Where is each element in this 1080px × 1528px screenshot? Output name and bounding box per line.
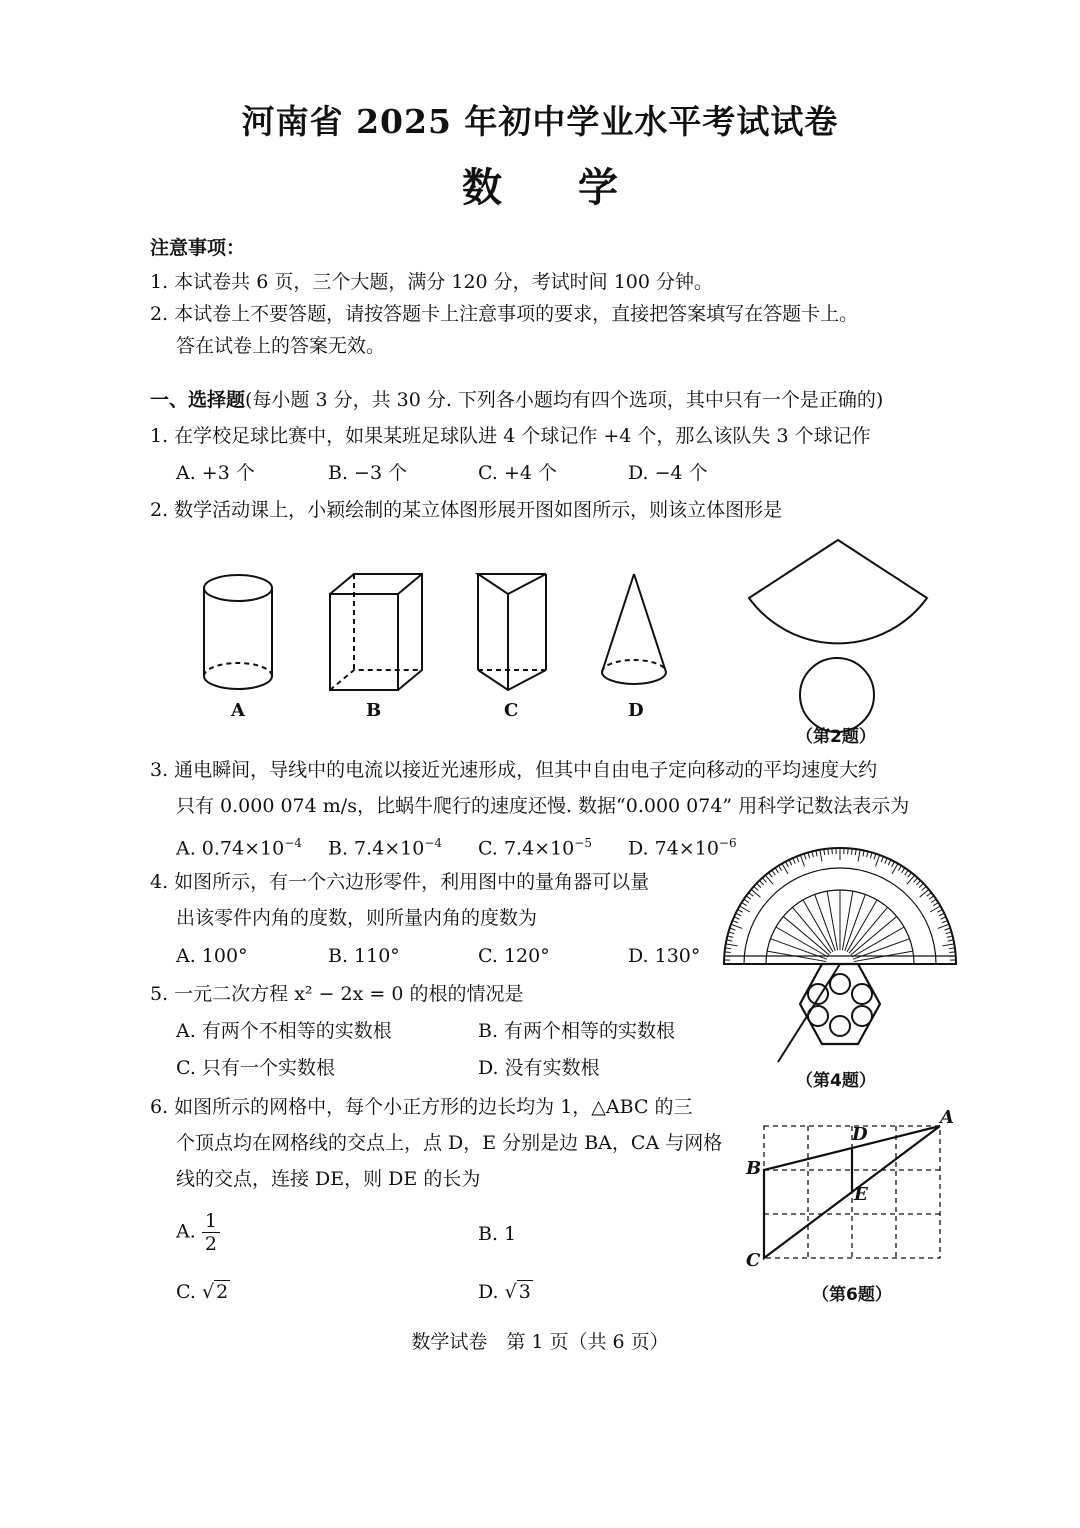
protractor-tick xyxy=(905,870,909,875)
protractor-tick xyxy=(804,854,806,860)
q4-option-a[interactable]: A. 100° xyxy=(176,945,248,967)
protractor-tick xyxy=(727,940,733,941)
protractor-tick xyxy=(800,855,804,866)
protractor-tick xyxy=(732,921,738,923)
protractor-tick xyxy=(929,896,934,900)
protractor-tick xyxy=(946,932,952,934)
q4-option-b[interactable]: B. 110° xyxy=(328,945,400,967)
protractor-tick xyxy=(858,850,860,862)
protractor-tick xyxy=(759,881,763,885)
point-a-label: A xyxy=(940,1107,954,1128)
notice-heading: 注意事项： xyxy=(150,237,246,259)
protractor-tick xyxy=(727,936,733,937)
q3-option-a[interactable] xyxy=(176,831,302,860)
q6-caption: （第6题） xyxy=(812,1285,892,1305)
q4-line-1: 4. 如图所示，有一个六边形零件，利用图中的量角器可以量 xyxy=(150,871,650,893)
protractor-tick xyxy=(908,873,912,878)
q6-option-a-label: A. xyxy=(176,1220,196,1243)
q1-option-d[interactable]: D. −4 个 xyxy=(628,462,708,484)
protractor-tick xyxy=(938,924,949,928)
q4-protractor-figure xyxy=(718,836,958,1066)
protractor-tick xyxy=(947,936,953,937)
q2-label-a: A xyxy=(231,700,245,721)
point-d-label: D xyxy=(852,1124,868,1145)
point-e-label: E xyxy=(854,1184,868,1205)
protractor-tick xyxy=(730,928,736,930)
q3-option-c-base: C. 7.4×10 xyxy=(478,837,575,860)
protractor-tick xyxy=(725,952,731,953)
protractor-tick xyxy=(775,868,778,873)
protractor-tick xyxy=(874,854,876,860)
protractor-tick xyxy=(881,856,883,862)
sqrt-radicand: 3 xyxy=(518,1281,531,1303)
q6-option-c-label: C. xyxy=(176,1281,196,1303)
q4-option-c[interactable]: C. 120° xyxy=(478,945,550,967)
page-footer: 数学试卷 第 1 页（共 6 页） xyxy=(411,1331,669,1353)
protractor-tick xyxy=(942,921,948,923)
cone-figure xyxy=(602,574,666,684)
q6-line-2: 个顶点均在网格线的交点上，点 D，E 分别是边 BA，CA 与网格 xyxy=(176,1132,723,1154)
protractor-tick xyxy=(728,932,734,934)
protractor-tick xyxy=(786,862,789,867)
protractor-tick xyxy=(769,873,773,878)
q3-option-c[interactable] xyxy=(478,831,592,860)
protractor-tick xyxy=(940,917,945,919)
q6-option-d[interactable]: D. √ 3 xyxy=(478,1281,531,1303)
protractor-tick xyxy=(939,913,944,916)
sqrt-radicand: 2 xyxy=(216,1281,229,1303)
q3-option-a-base: A. 0.74×10 xyxy=(176,837,285,860)
protractor-tick xyxy=(863,851,864,857)
protractor-tick xyxy=(851,849,852,855)
q6-option-d-label: D. xyxy=(478,1281,499,1303)
q4-line-2: 出该零件内角的度数，则所量内角的度数为 xyxy=(176,907,538,929)
q3-option-c-exp: −5 xyxy=(574,836,592,850)
fraction-numerator: 1 xyxy=(202,1210,220,1233)
protractor-tick xyxy=(734,917,739,919)
protractor-tick xyxy=(731,924,742,928)
protractor-tick xyxy=(744,899,749,902)
point-b-label: B xyxy=(746,1158,762,1179)
protractor-tick xyxy=(867,851,868,857)
protractor-tick xyxy=(876,855,880,866)
protractor-tick xyxy=(885,858,887,863)
cuboid-figure xyxy=(330,574,422,690)
protractor-ray xyxy=(827,891,837,950)
q3-option-a-exp: −4 xyxy=(284,836,302,850)
protractor-tick xyxy=(757,883,761,887)
q3-line-1: 3. 通电瞬间，导线中的电流以接近光速形成，但其中自由电子定向移动的平均速度大约 xyxy=(150,759,878,781)
protractor-tick xyxy=(789,860,792,865)
q1-stem: 1. 在学校足球比赛中，如果某班足球队进 4 个球记作 +4 个，那么该队失 3 个球记作 xyxy=(150,425,871,447)
protractor-tick xyxy=(736,913,741,916)
q1-option-c[interactable]: C. +4 个 xyxy=(478,462,557,484)
protractor-tick xyxy=(888,860,891,865)
hexagon-part xyxy=(800,964,880,1044)
q3-option-b[interactable] xyxy=(328,831,442,860)
protractor-tick xyxy=(726,944,738,946)
q6-option-c[interactable]: C. √ 2 xyxy=(176,1281,229,1303)
q5-option-d[interactable]: D. 没有实数根 xyxy=(478,1057,600,1079)
protractor-tick xyxy=(808,852,810,858)
q5-option-b[interactable]: B. 有两个相等的实数根 xyxy=(478,1020,676,1042)
q1-option-b[interactable]: B. −3 个 xyxy=(328,462,408,484)
protractor-tick xyxy=(902,868,905,873)
q4-caption: （第4题） xyxy=(796,1071,876,1091)
q3-option-b-base: B. 7.4×10 xyxy=(328,837,425,860)
protractor-tick xyxy=(754,886,758,890)
q2-caption: （第2题） xyxy=(796,727,876,747)
section-title: 一、选择题 xyxy=(150,389,246,411)
protractor-tick xyxy=(749,893,754,897)
q5-option-a[interactable]: A. 有两个不相等的实数根 xyxy=(176,1020,392,1042)
notice-item-2-cont: 答在试卷上的答案无效。 xyxy=(176,335,386,357)
protractor-tick xyxy=(762,878,766,882)
protractor-tick xyxy=(948,940,954,941)
q3-option-b-exp: −4 xyxy=(424,836,443,850)
protractor-tick xyxy=(914,878,918,882)
protractor-tick xyxy=(742,903,747,906)
protractor-tick xyxy=(916,881,920,885)
q2-label-d: D xyxy=(628,700,644,721)
cone-net-figure xyxy=(749,540,927,732)
q2-label-c: C xyxy=(504,700,519,721)
protractor-tick xyxy=(870,852,872,858)
q6-line-1: 6. 如图所示的网格中，每个小正方形的边长均为 1，△ABC 的三 xyxy=(150,1096,693,1118)
page-title: 河南省 2025 年初中学业水平考试试卷 xyxy=(241,102,839,141)
protractor-tick xyxy=(812,851,813,857)
protractor-tick xyxy=(779,866,782,871)
protractor-tick xyxy=(898,866,901,871)
q2-stem: 2. 数学活动课上，小颖绘制的某立体图形展开图如图所示，则该立体图形是 xyxy=(150,499,783,521)
protractor-tick xyxy=(933,903,938,906)
point-c-label: C xyxy=(746,1250,761,1271)
q2-label-b: B xyxy=(366,700,382,721)
protractor-tick xyxy=(816,851,817,857)
protractor-tick xyxy=(919,883,923,887)
protractor-tick xyxy=(738,910,743,913)
q5-stem: 5. 一元二次方程 x² − 2x = 0 的根的情况是 xyxy=(150,983,524,1005)
fraction xyxy=(202,1210,220,1255)
subject-title xyxy=(0,156,1080,213)
section-heading xyxy=(150,388,883,412)
protractor-ray xyxy=(815,894,836,950)
protractor-tick xyxy=(922,886,926,890)
protractor-tick xyxy=(945,928,951,930)
q6-option-b[interactable]: B. 1 xyxy=(478,1223,517,1245)
q4-option-d[interactable]: D. 130° xyxy=(628,945,701,967)
protractor-tick xyxy=(927,893,932,897)
protractor-ray xyxy=(842,891,852,950)
notice-item-2: 2. 本试卷上不要答题，请按答题卡上注意事项的要求，直接把答案填写在答题卡上。 xyxy=(150,303,859,325)
protractor-tick xyxy=(937,910,942,913)
q1-option-a[interactable]: A. +3 个 xyxy=(176,462,255,484)
q3-line-2: 只有 0.000 074 m/s，比蜗牛爬行的速度还慢. 数据“0.000 074” 用科学记数法表示为 xyxy=(176,795,910,817)
protractor-ray xyxy=(845,894,866,950)
q3-option-d-base: D. 74×10 xyxy=(628,837,719,860)
cylinder-figure xyxy=(204,575,272,689)
protractor-tick xyxy=(931,899,936,902)
notice-item-1: 1. 本试卷共 6 页，三个大题，满分 120 分，考试时间 100 分钟。 xyxy=(150,271,714,293)
protractor-tick xyxy=(820,850,822,862)
triangular-prism-figure xyxy=(478,574,546,690)
protractor-tick xyxy=(746,896,751,900)
subject-char-1: 数 xyxy=(462,164,502,211)
protractor-tick xyxy=(828,849,829,855)
section-note: (每小题 3 分，共 30 分. 下列各小题均有四个选项，其中只有一个是正确的) xyxy=(245,389,884,411)
q5-option-c[interactable]: C. 只有一个实数根 xyxy=(176,1057,335,1079)
protractor-tick xyxy=(772,870,776,875)
fraction-denominator: 2 xyxy=(204,1233,217,1255)
protractor-tick xyxy=(949,952,955,953)
q2-figures xyxy=(0,530,1080,770)
protractor-tick xyxy=(793,858,795,863)
q3-option-d-exp: −6 xyxy=(718,836,737,850)
protractor-tick xyxy=(942,944,954,946)
q6-line-3: 线的交点，连接 DE，则 DE 的长为 xyxy=(176,1168,481,1190)
protractor-tick xyxy=(892,862,895,867)
protractor-tick xyxy=(797,856,799,862)
subject-char-2: 学 xyxy=(578,164,618,211)
q6-option-a[interactable] xyxy=(176,1210,220,1255)
